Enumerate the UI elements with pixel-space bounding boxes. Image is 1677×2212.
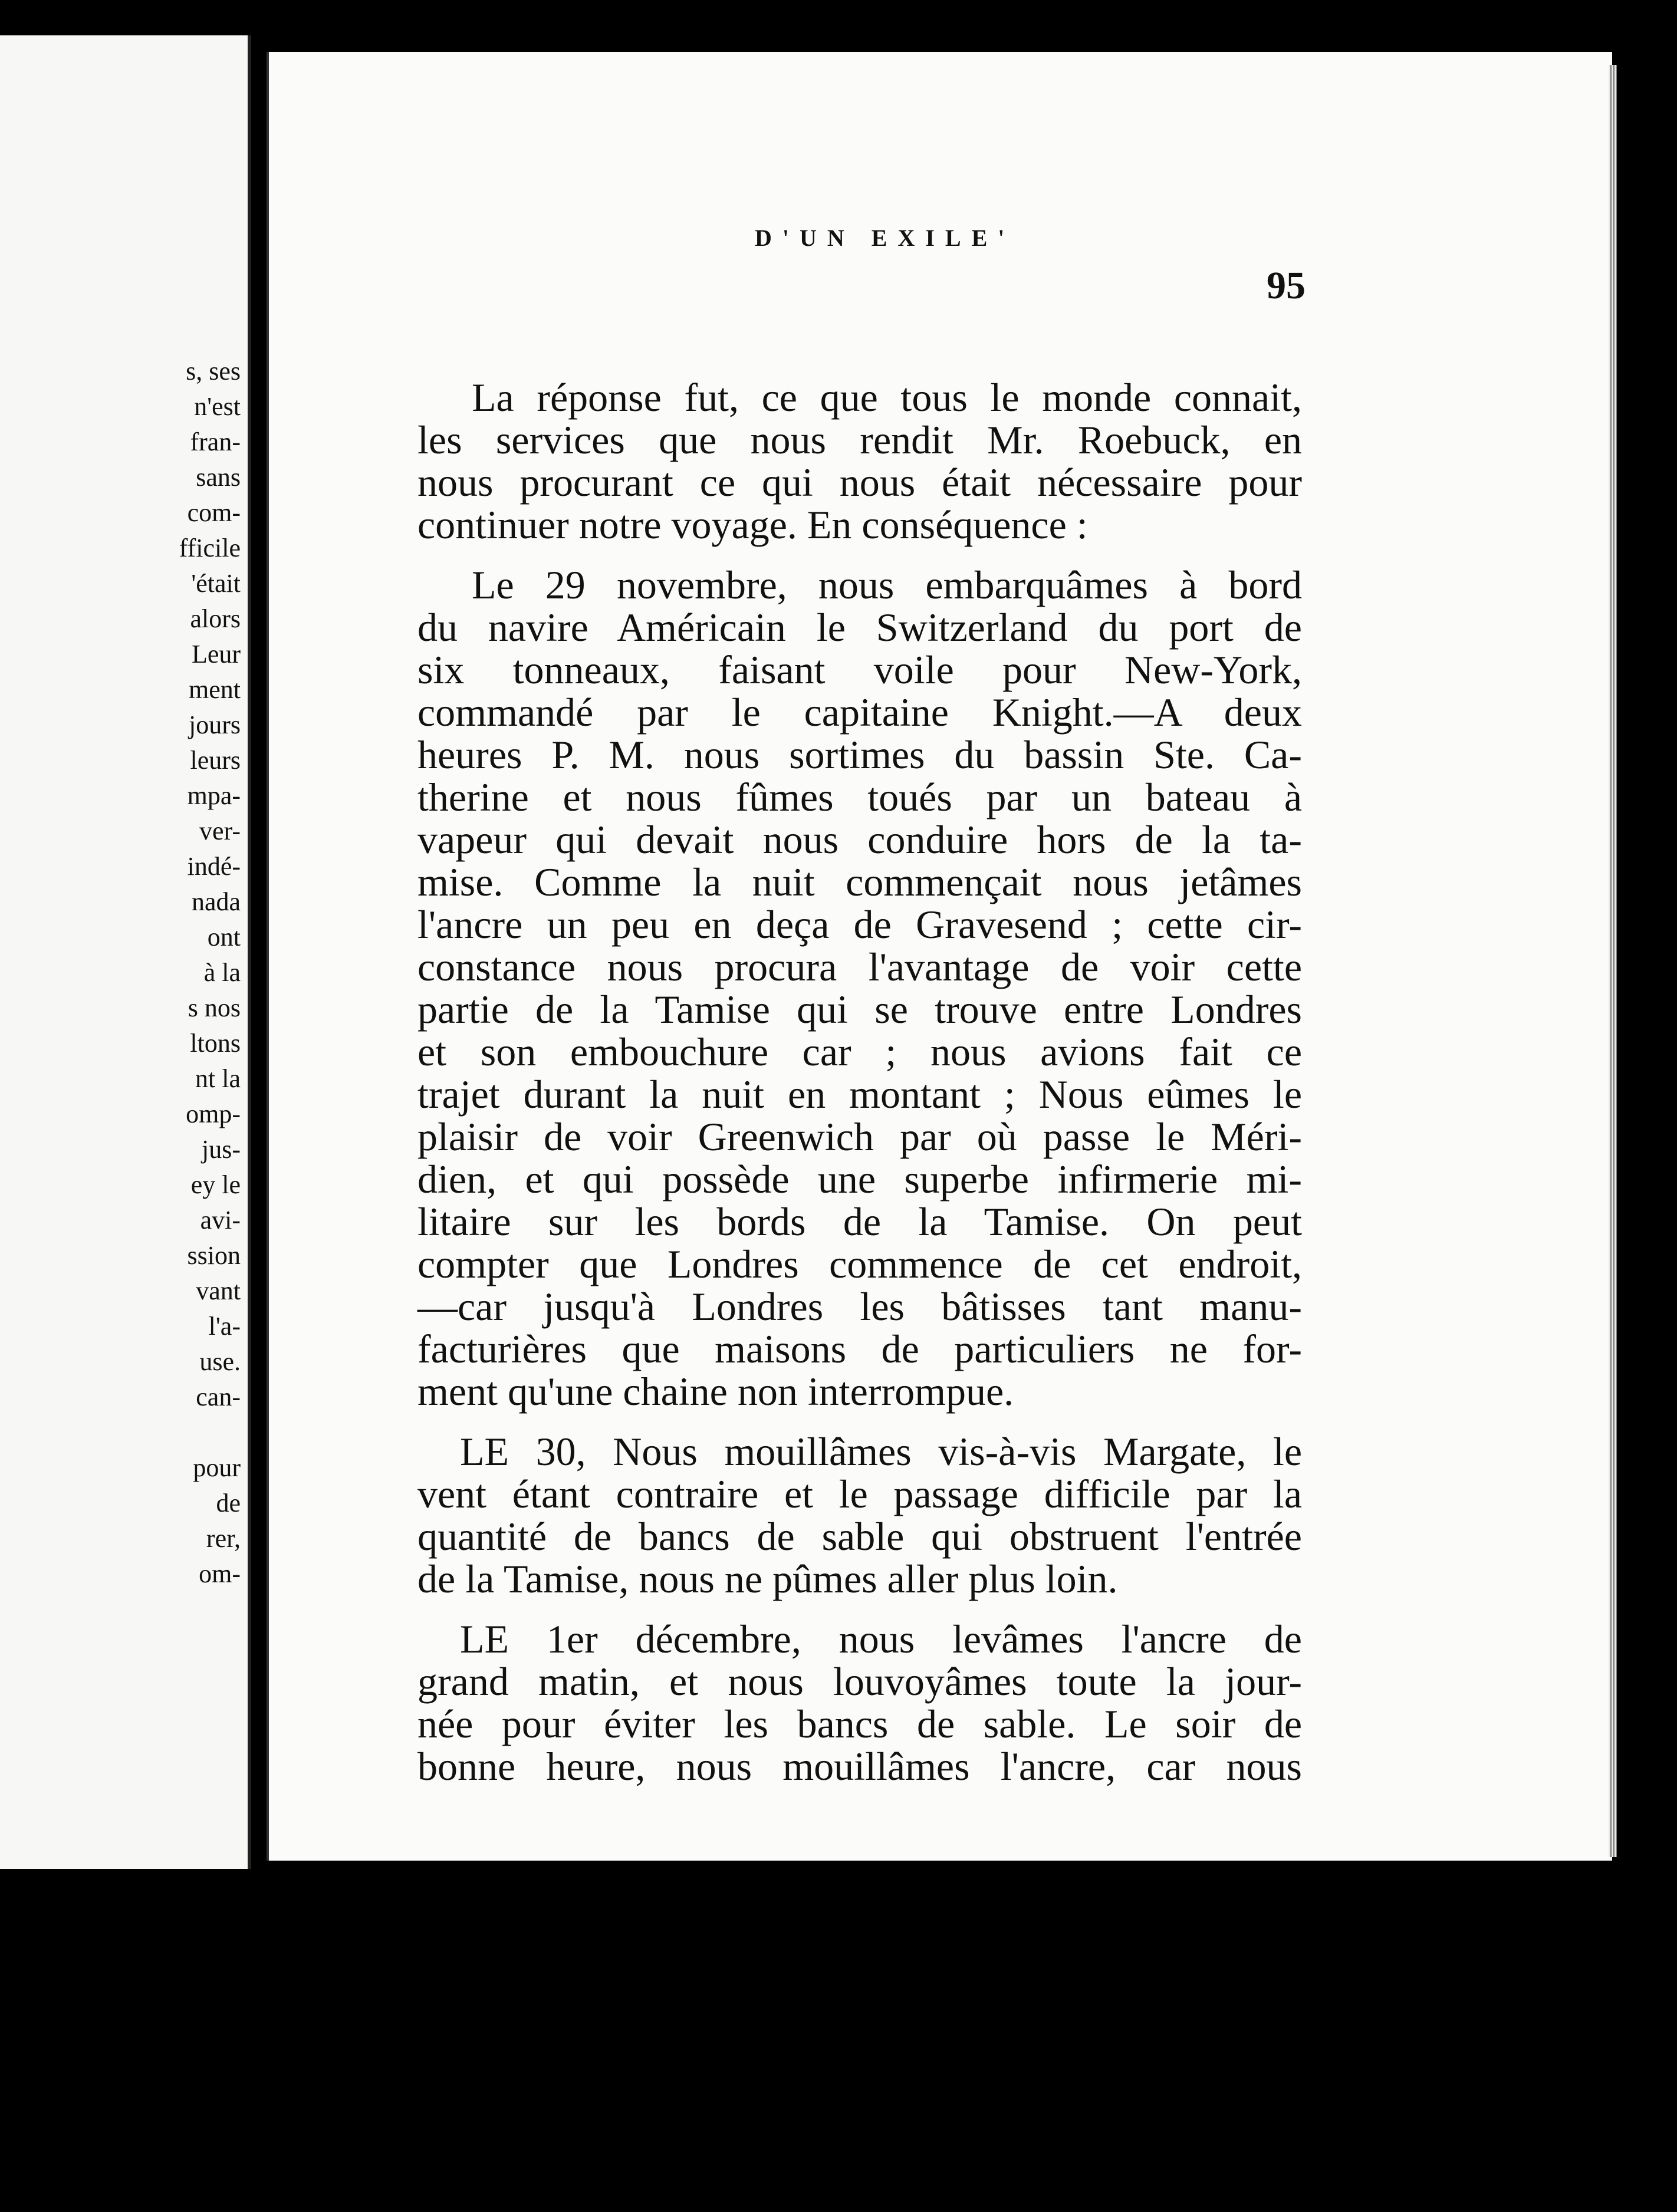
left-page-line: ver- <box>199 817 241 845</box>
left-page-line: rer, <box>206 1524 241 1553</box>
text-line: constance nous procura l'avantage de voir cette <box>417 944 1302 989</box>
text-line: commandé par le capitaine Knight.—A deux <box>417 690 1302 735</box>
text-line: ment qu'une chaine non interrompue. <box>417 1369 1014 1414</box>
text-line: les services que nous rendit Mr. Roebuck, en <box>417 417 1302 462</box>
left-page-line: ment <box>189 675 241 704</box>
left-page-line: l'a- <box>208 1312 241 1341</box>
text-line: vent étant contraire et le passage difficile par la <box>417 1472 1302 1516</box>
left-page-line: avi- <box>200 1206 241 1235</box>
text-line: —car jusqu'à Londres les bâtisses tant manu- <box>417 1284 1302 1329</box>
left-page-fragment <box>0 35 251 1869</box>
text-line: La réponse fut, ce que tous le monde connait, <box>472 375 1302 420</box>
text-line-with-lead <box>460 1619 1302 1659</box>
text-line: bonne heure, nous mouillâmes l'ancre, car nous <box>417 1744 1302 1789</box>
left-page-line: alors <box>190 604 241 633</box>
text-line: facturières que maisons de particuliers ne for- <box>417 1326 1302 1371</box>
text-line: du navire Américain le Switzerland du port de <box>417 605 1302 650</box>
text-line: therine et nous fûmes toués par un bateau à <box>417 775 1302 819</box>
page-number: 95 <box>1267 264 1306 307</box>
left-page-line: mpa- <box>187 781 241 810</box>
left-page-line: nt la <box>195 1064 241 1093</box>
text-line: 1er décembre, nous levâmes l'ancre de <box>546 1617 1302 1661</box>
text-line: Le 29 novembre, nous embarquâmes à bord <box>472 562 1302 607</box>
text-line: de la Tamise, nous ne pûmes aller plus loin. <box>417 1556 1118 1601</box>
left-page-line: com- <box>187 498 241 527</box>
lead-word: LE <box>460 1617 509 1661</box>
left-page-line: ey le <box>190 1170 241 1199</box>
left-page-line: use. <box>199 1347 241 1376</box>
text-line: plaisir de voir Greenwich par où passe le Méri- <box>417 1114 1302 1159</box>
text-line: vapeur qui devait nous conduire hors de la ta- <box>417 817 1302 862</box>
text-line: dien, et qui possède une superbe infirmerie mi- <box>417 1157 1302 1202</box>
left-page-line: à la <box>203 958 241 987</box>
left-page-line: ssion <box>187 1241 241 1270</box>
text-line: partie de la Tamise qui se trouve entre Londres <box>417 987 1302 1032</box>
left-page-line: de <box>216 1489 241 1518</box>
text-line: litaire sur les bords de la Tamise. On peut <box>417 1199 1302 1244</box>
text-line: nous procurant ce qui nous était nécessaire pour <box>417 460 1302 505</box>
left-page-line: indé- <box>187 852 241 881</box>
text-line: mise. Comme la nuit commençait nous jetâmes <box>417 860 1302 904</box>
left-page-line: sans <box>196 463 241 492</box>
left-page-line: ont <box>207 923 241 952</box>
text-line: née pour éviter les bancs de sable. Le soir de <box>417 1701 1302 1746</box>
left-page-line: s nos <box>188 993 241 1022</box>
left-page-line: vant <box>196 1276 241 1305</box>
lead-word: LE <box>460 1429 509 1474</box>
text-line: 30, Nous mouillâmes vis-à-vis Margate, le <box>535 1429 1303 1474</box>
left-page-line: 'était <box>191 569 241 598</box>
left-page-line: jours <box>189 710 241 739</box>
text-line: continuer notre voyage. En conséquence : <box>417 502 1088 547</box>
left-page-line: Leur <box>191 640 241 669</box>
left-page-line: om- <box>199 1559 241 1588</box>
text-line: l'ancre un peu en deça de Gravesend ; cette cir- <box>417 902 1302 947</box>
text-line: grand matin, et nous louvoyâmes toute la jour- <box>417 1659 1302 1704</box>
text-line: et son embouchure car ; nous avions fait ce <box>417 1029 1302 1074</box>
left-page-line: pour <box>193 1453 241 1482</box>
left-page-line: fficile <box>179 534 241 562</box>
left-page-line: jus- <box>202 1135 241 1164</box>
left-page-line: nada <box>191 887 241 916</box>
left-page-line: s, ses <box>186 357 241 386</box>
left-page-line: ltons <box>190 1029 241 1058</box>
text-line: quantité de bancs de sable qui obstruent l'entrée <box>417 1514 1302 1559</box>
page-edge <box>1609 65 1617 1857</box>
left-page-line: omp- <box>186 1100 241 1128</box>
left-page-line: leurs <box>190 746 241 775</box>
text-line-with-lead <box>460 1431 1302 1472</box>
text-line: heures P. M. nous sortimes du bassin Ste. Ca- <box>417 732 1302 777</box>
running-head: D'UN EXILE' <box>755 225 1015 251</box>
left-page-line: n'est <box>194 392 241 421</box>
left-page-line: can- <box>196 1382 241 1411</box>
text-line: six tonneaux, faisant voile pour New-York, <box>417 647 1302 692</box>
text-line: compter que Londres commence de cet endroit, <box>417 1242 1302 1286</box>
left-page-line: fran- <box>190 427 241 456</box>
text-line: trajet durant la nuit en montant ; Nous eûmes le <box>417 1072 1302 1117</box>
